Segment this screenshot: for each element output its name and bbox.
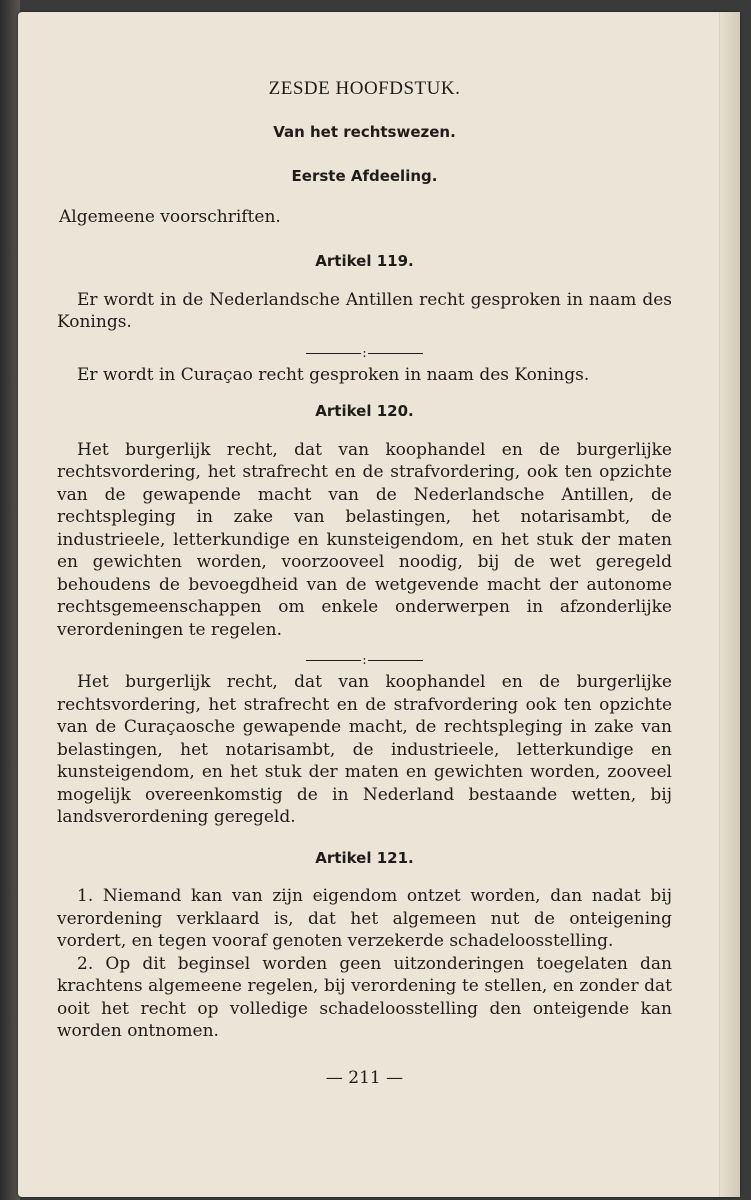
subsection-title: Eerste Afdeeling. <box>291 167 438 185</box>
section-title: Van het rechtswezen. <box>273 122 456 141</box>
chapter-title: ZESDE HOOFDSTUK. <box>268 78 461 99</box>
article-119-old-text: Er wordt in de Nederlandsche Antillen recht gesproken in naam des Konings. <box>57 289 672 332</box>
book-page <box>18 12 740 1197</box>
article-121-paragraph-2: 2. Op dit beginsel worden geen uitzonderingen toegelaten dan krachtens algemeene regelen, bij verordening te stellen, en zonder dat ooit het recht op volledige schadeloosstelling den onteigende kan worden ontnomen. <box>57 953 672 1041</box>
general-heading: Algemeene voorschriften. <box>59 206 281 227</box>
divider <box>57 649 672 668</box>
divider-line <box>368 660 423 661</box>
page-edge <box>719 12 740 1197</box>
page-number: — 211 — <box>325 1067 404 1088</box>
page-content <box>57 78 672 1089</box>
article-119-new-text: Er wordt in Curaçao recht gesproken in naam des Konings. <box>77 364 590 385</box>
article-120-old-text: Het burgerlijk recht, dat van koophandel en de burgerlijke rechtsvordering, het strafrecht en de strafvordering, ook ten opzichte van de gewapende macht van de Nederlandsche Antillen, de rechtspleging in zake van belastingen, het notarisambt, de industrieele, letterkundige en kunsteigendom, en het stuk der maten en gewichten worden, voorzooveel noodig, bij de wet geregeld behoudens de bevoegdheid van de wetgevende macht der autonome rechtsgemeenschappen om enkele onderwerpen in afzonderlijke verordeningen te regelen. <box>57 439 672 640</box>
article-120-heading: Artikel 120. <box>315 402 414 420</box>
article-119-heading: Artikel 119. <box>315 252 414 270</box>
divider-line <box>368 353 423 354</box>
divider-line <box>306 660 361 661</box>
divider-colon: : <box>362 653 367 668</box>
divider <box>57 342 672 361</box>
scan-background <box>0 0 20 1200</box>
article-121-heading: Artikel 121. <box>315 848 414 867</box>
article-121-paragraph-1: 1. Niemand kan van zijn eigendom ontzet worden, dan nadat bij verordening verklaard is, dat het algemeen nut de onteigening vordert, en tegen vooraf genoten verzekerde schadeloosstelling. <box>57 886 672 951</box>
divider-line <box>306 353 361 354</box>
divider-colon: : <box>362 345 367 361</box>
article-120-new-text: Het burgerlijk recht, dat van koophandel en de burgerlijke rechtsvordering, het strafrecht en de strafvordering ook ten opzichte van de Curaçaosche gewapende macht, de rechtspleging in zake van belastingen, het notarisambt, de industrieele, letterkundige en kunsteigendom, en het stuk der maten en gewichten worden, zooveel mogelijk overeenkomstig de in Nederland bestaande wetten, bij landsverordening geregeld. <box>57 672 672 827</box>
